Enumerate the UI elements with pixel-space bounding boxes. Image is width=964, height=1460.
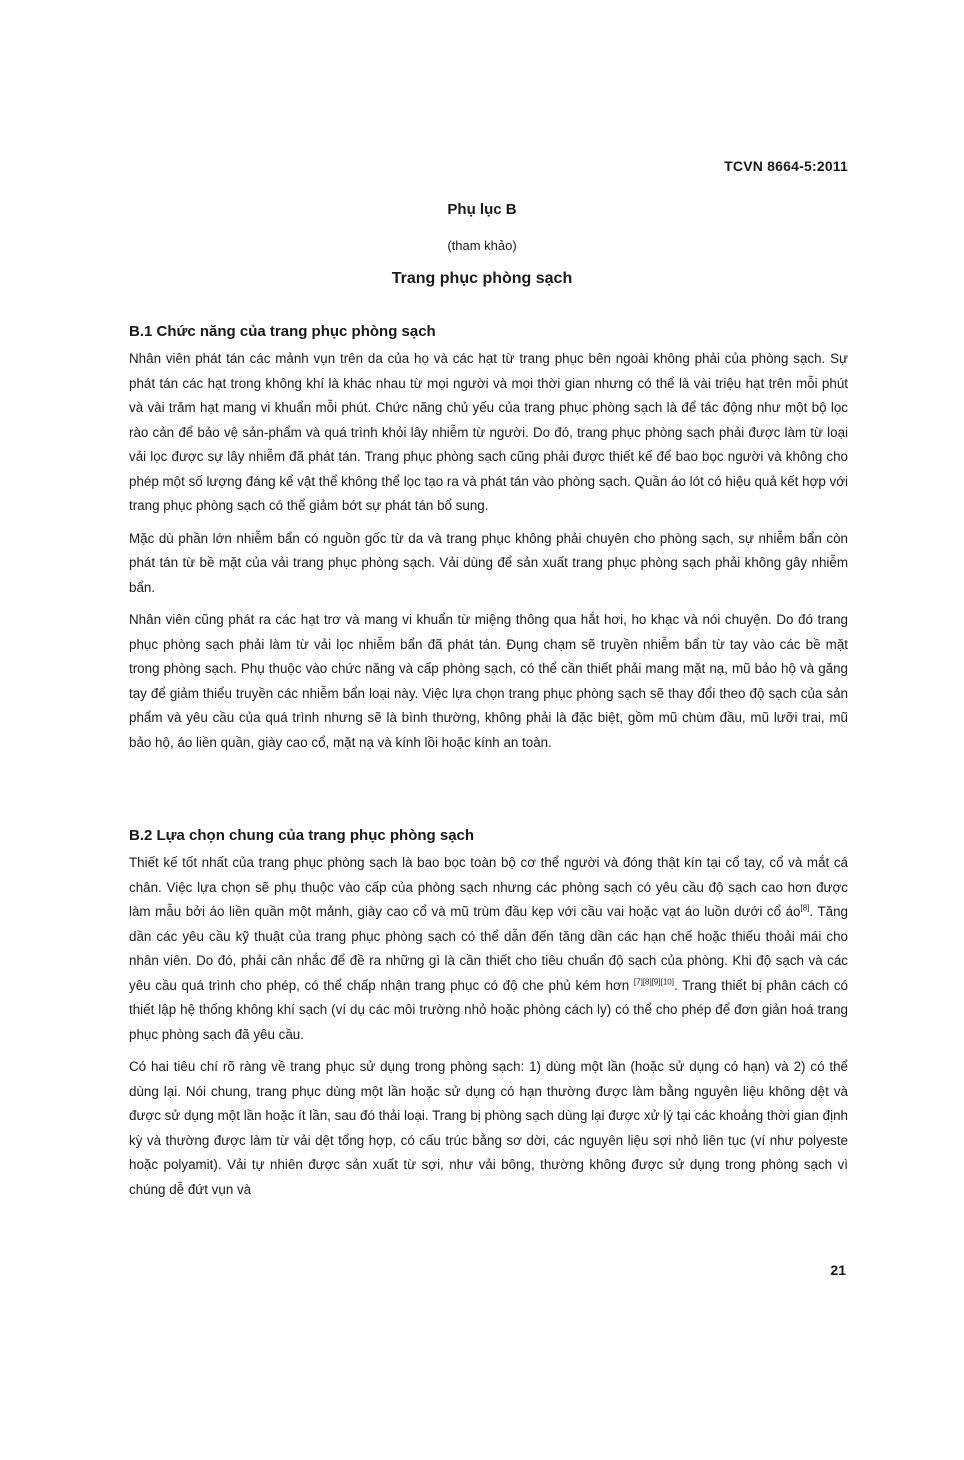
- page-number: 21: [830, 1262, 846, 1278]
- paragraph: Nhân viên phát tán các mảnh vụn trên da của họ và các hạt từ trang phục bên ngoài không phải của phòng sạch. Sự phát tán các hạt trong không khí là khác nhau từ mọi người và mọi thời gian nhưng có thể là vài triệu hạt trên mỗi phút và vài trăm hạt mang vi khuẩn mỗi phút. Chức năng chủ yếu của trang phục phòng sạch là để tác động như một bộ lọc rào cản để bảo vệ sản-phẩm và quá trình khỏi lây nhiễm từ người. Do đó, trang phục phòng sạch phải được làm từ loại vải lọc được sự lây nhiễm đã phát tán. Trang phục phòng sạch cũng phải được thiết kế để bao bọc người và không cho phép một số lượng đáng kể vật thể không thể lọc tạo ra và phát tán vào phòng sạch. Quần áo lót có hiệu quả kết hợp với trang phục phòng sạch có thể giảm bớt sự phát tán bổ sung.: [129, 351, 848, 513]
- section-heading-b1: B.1 Chức năng của trang phục phòng sạch: [129, 323, 436, 340]
- section-b1: [129, 320, 848, 763]
- paragraph: Có hai tiêu chí rõ ràng về trang phục sử dụng trong phòng sạch: 1) dùng một lần (hoặc sử dụng có hạn) và 2) có thể dùng lại. Nói chung, trang phục dùng một lần hoặc sử dụng có hạn thường được làm bằng nguyên liệu không dệt và được sử dụng một lần hoặc ít lần, sau đó thải loại. Trang bị phòng sạch dùng lại được xử lý tại các khoảng thời gian định kỳ và thường được làm từ vải dệt tổng hợp, có cấu trúc bằng sơ dời, các nguyên liệu sợi nhỏ liên tục (ví như polyeste hoặc polyamit). Vải tự nhiên được sản xuất từ sợi, như vải bông, thường không được sử dụng trong phòng sạch vì chúng dễ đứt vụn và: [129, 1059, 848, 1197]
- paragraph: [129, 851, 848, 1047]
- paragraph-text: . Tăng dần các yêu cầu kỹ thuật của trang phục phòng sạch có thể dẫn đến tăng dần các hạn chế hoặc thiếu thoải mái cho nhân viên. Do đó, phải cân nhắc để đề ra những gì là cần thiết cho tiêu chuẩn độ sạch của phòng. Khi độ sạch và các yêu cầu quá trình cho phép, có thể chấp nhận trang phục có độ che phủ kém hơn: [129, 904, 848, 993]
- section-b2: [129, 824, 848, 1210]
- reference-marker: [8]: [800, 903, 810, 913]
- appendix-heading: Trang phục phòng sạch: [391, 270, 573, 287]
- paragraph-text: . Trang thiết bị phân cách có thiết lập hệ thống không khí sạch (ví dụ các môi trường nhỏ hoặc phòng cách ly) có thể cho phép để đơn giản hoá trang phục phòng sạch đã yêu cầu.: [129, 977, 849, 1042]
- section-heading-b2: B.2 Lựa chọn chung của trang phục phòng sạch: [129, 827, 475, 844]
- paragraph: Nhân viên cũng phát ra các hạt trơ và mang vi khuẩn từ miệng thông qua hắt hơi, ho khạc và nói chuyện. Do đó trang phục phòng sạch phải làm từ vải lọc nhiễm bẩn đã phát tán. Đụng chạm sẽ truyền nhiễm bẩn từ tay vào các bề mặt trong phòng sạch. Phụ thuộc vào chức năng và cấp phòng sạch, có thể cần thiết phải mang mặt nạ, mũ bảo hộ và găng tay để giảm thiểu truyền các nhiễm bẩn loại này. Việc lựa chọn trang phục phòng sạch sẽ thay đổi theo độ sạch của sản phẩm và yêu cầu của quá trình nhưng sẽ là bình thường, không phải là đặc biệt, gồm mũ chùm đầu, mũ lưỡi trai, mũ bảo hộ, áo liền quần, giày cao cổ, mặt nạ và kính lồi hoặc kính an toàn.: [129, 612, 848, 750]
- reference-marker: [7][8][9][10]: [633, 977, 674, 987]
- standard-code: TCVN 8664-5:2011: [724, 158, 848, 174]
- paragraph: Mặc dù phần lớn nhiễm bẩn có nguồn gốc từ da và trang phục không phải chuyên cho phòng sạch, sự nhiễm bẩn còn phát tán từ bề mặt của vải trang phục phòng sạch. Vải dùng để sản xuất trang phục phòng sạch phải không gây nhiễm bẩn.: [129, 530, 848, 595]
- appendix-note: (tham khảo): [447, 238, 517, 253]
- appendix-title: Phụ lục B: [447, 201, 517, 218]
- paragraph-text: Thiết kế tốt nhất của trang phục phòng sạch là bao bọc toàn bộ cơ thể người và đóng thật kín tại cổ tay, cổ và mắt cá chân. Việc lựa chọn sẽ phụ thuộc vào cấp của phòng sạch nhưng các phòng sạch có yêu cầu độ sạch cao hơn được làm mẫu bởi áo liền quần một mảnh, giày cao cổ và mũ trùm đầu kẹp với cầu vai hoặc vạt áo luồn dưới cổ áo: [129, 855, 848, 919]
